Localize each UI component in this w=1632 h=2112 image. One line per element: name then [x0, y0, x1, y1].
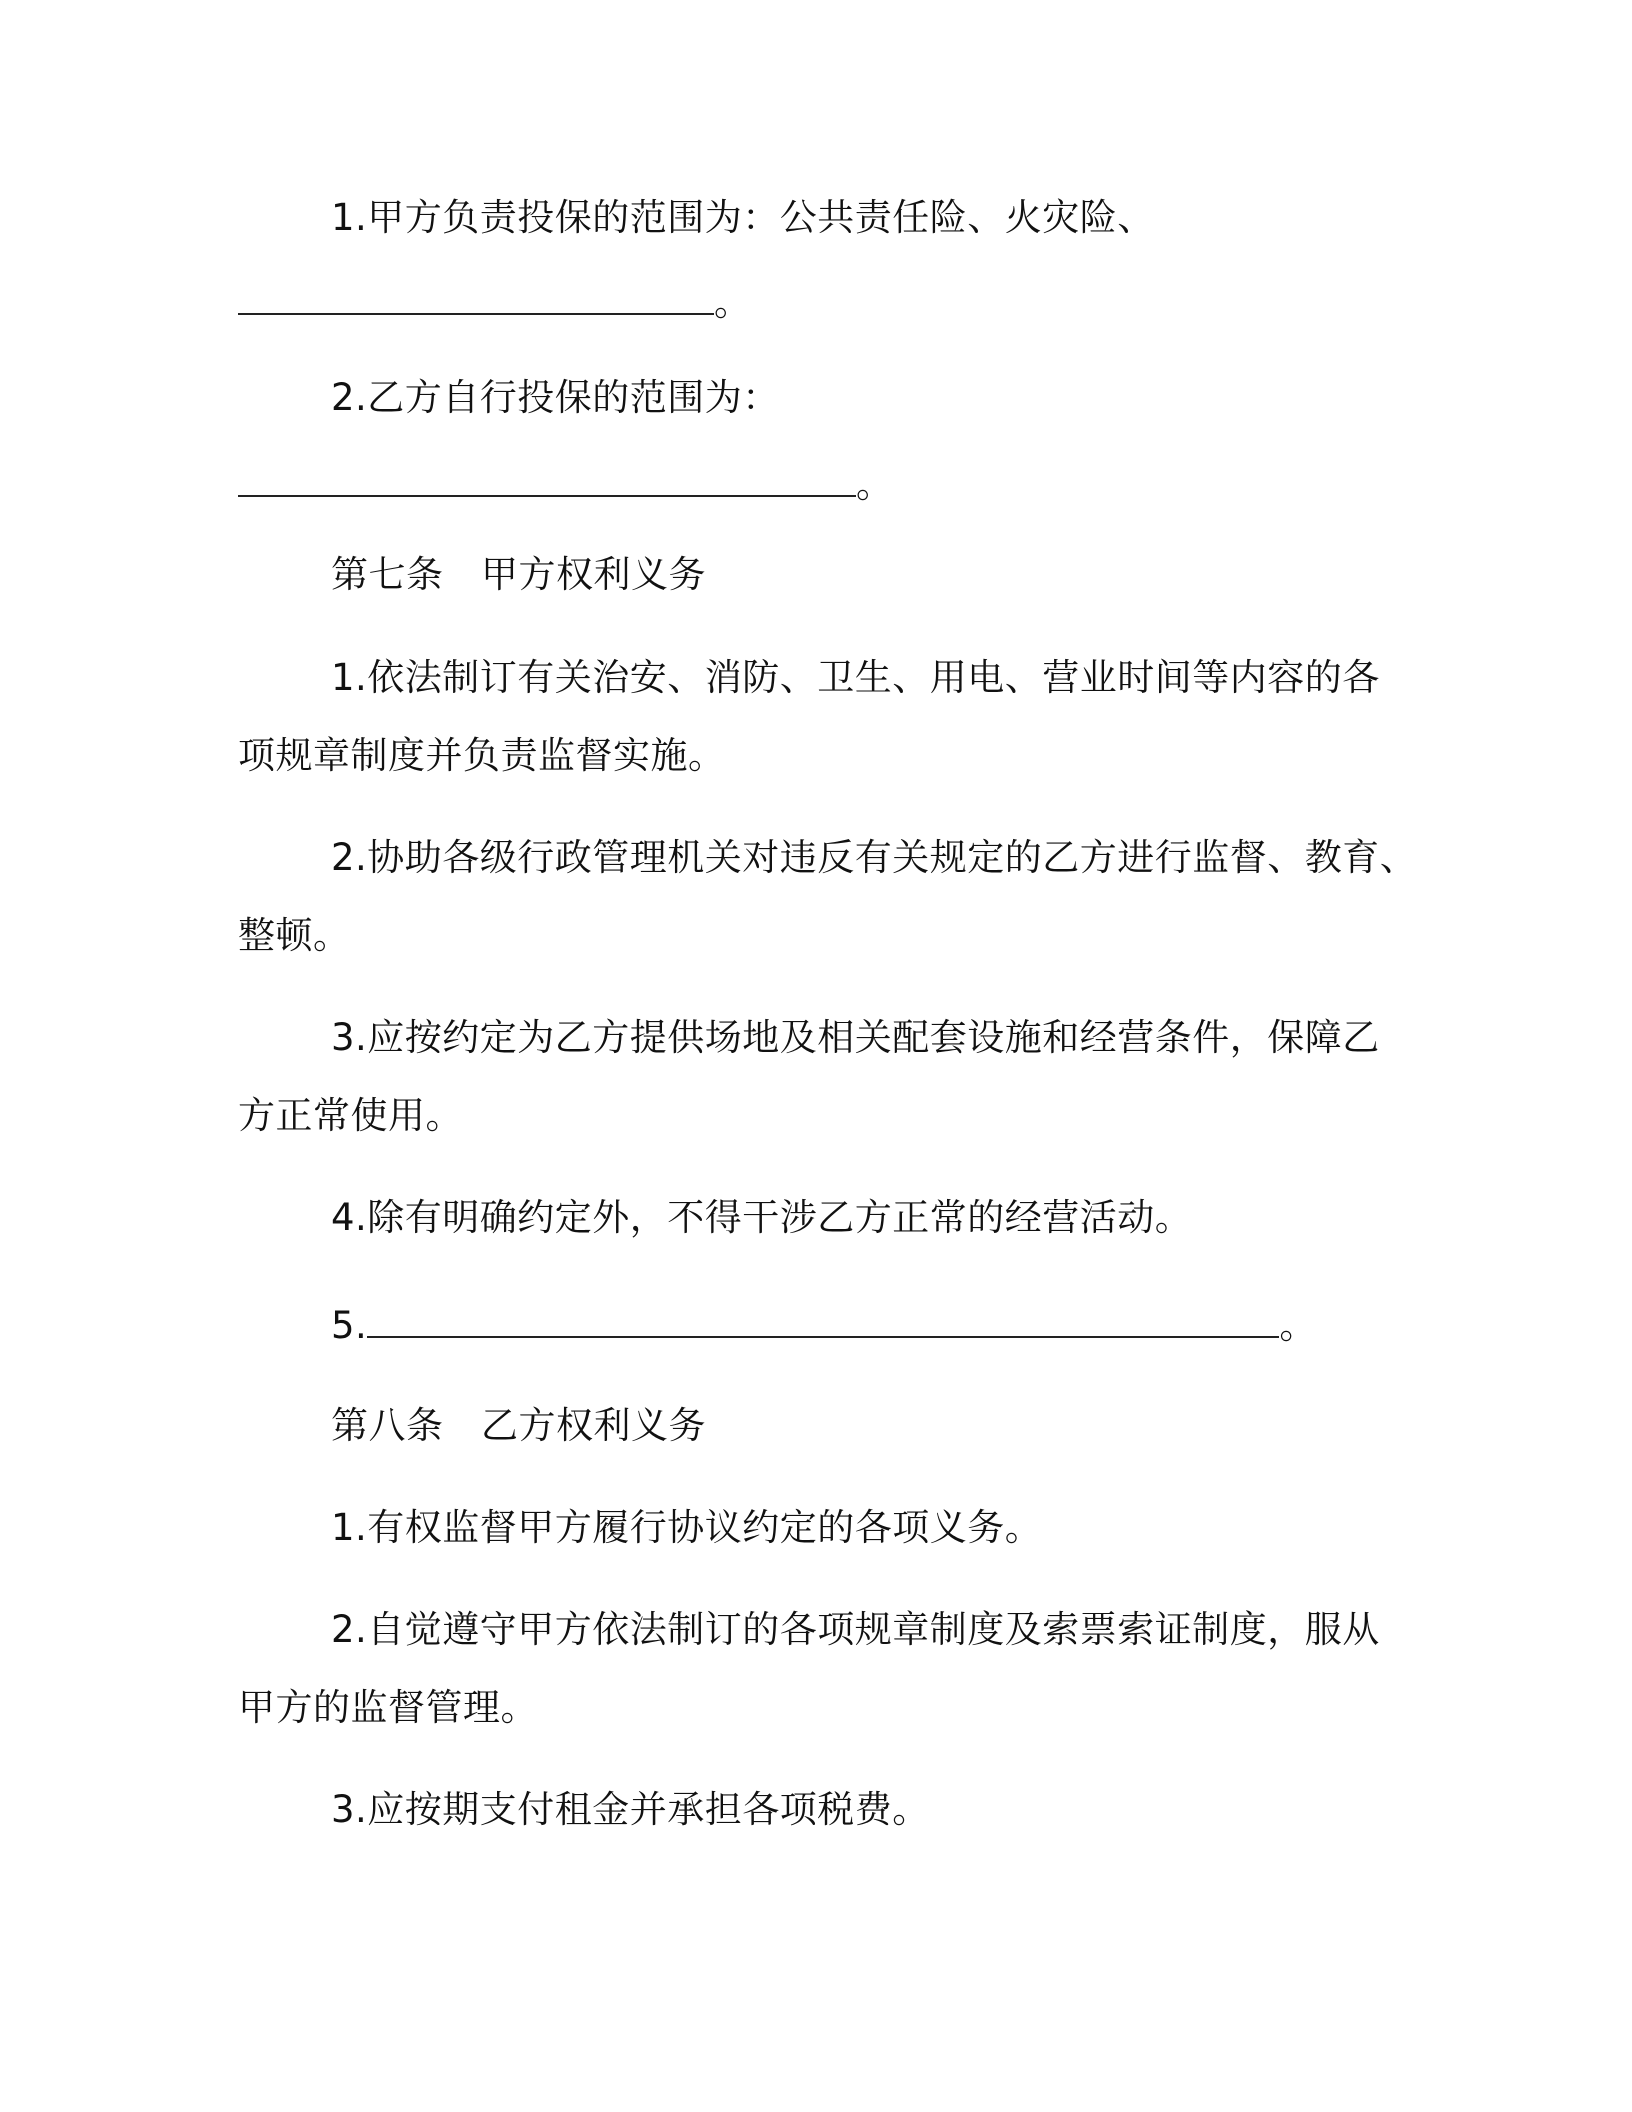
article-7-item-4 [331, 1195, 1192, 1241]
line-text: 1.依法制订有关治安、消防、卫生、用电、营业时间等内容的各 [331, 656, 1380, 699]
article-8-item-1 [331, 1505, 1042, 1551]
article-7-heading [331, 552, 706, 598]
article-7-item-2 [331, 835, 1417, 881]
line-end: 。 [714, 281, 752, 324]
line-text: 4.除有明确约定外，不得干涉乙方正常的经营活动。 [331, 1196, 1193, 1239]
line-text: 1.有权监督甲方履行协议约定的各项义务。 [331, 1506, 1043, 1549]
article-7-item-2-cont [238, 913, 351, 959]
clause-insurance-party-b [331, 375, 780, 421]
line-text: 甲方的监督管理。 [238, 1686, 538, 1729]
blank-underline[interactable] [238, 465, 856, 497]
line-text: 3.应按约定为乙方提供场地及相关配套设施和经营条件，保障乙 [331, 1016, 1380, 1059]
line-text: 第八条 乙方权利义务 [331, 1404, 706, 1447]
line-text: 整顿。 [238, 914, 351, 957]
line-text: 3.应按期支付租金并承担各项税费。 [331, 1788, 930, 1831]
article-8-item-2 [331, 1607, 1380, 1653]
line-end: 。 [1279, 1304, 1317, 1347]
line-text: 2.乙方自行投保的范围为： [331, 376, 780, 419]
fill-blank-line [238, 280, 752, 326]
blank-underline[interactable] [367, 1306, 1279, 1338]
article-7-item-1 [331, 655, 1380, 701]
article-7-item-3-cont [238, 1093, 463, 1139]
item-number: 5. [331, 1304, 368, 1347]
line-end: 。 [856, 463, 894, 506]
fill-blank-line [238, 462, 894, 508]
article-7-item-1-cont [238, 733, 726, 779]
line-text: 第七条 甲方权利义务 [331, 553, 706, 596]
article-8-heading [331, 1403, 706, 1449]
line-text: 1.甲方负责投保的范围为：公共责任险、火灾险、 [331, 196, 1155, 239]
line-text: 2.自觉遵守甲方依法制订的各项规章制度及索票索证制度，服从 [331, 1608, 1380, 1651]
clause-insurance-party-a [331, 195, 1155, 241]
blank-underline[interactable] [238, 283, 714, 315]
article-8-item-3 [331, 1787, 930, 1833]
article-7-item-3 [331, 1015, 1380, 1061]
article-7-item-5 [331, 1303, 1317, 1349]
line-text: 2.协助各级行政管理机关对违反有关规定的乙方进行监督、教育、 [331, 836, 1418, 879]
article-8-item-2-cont [238, 1685, 538, 1731]
line-text: 方正常使用。 [238, 1094, 463, 1137]
line-text: 项规章制度并负责监督实施。 [238, 734, 726, 777]
